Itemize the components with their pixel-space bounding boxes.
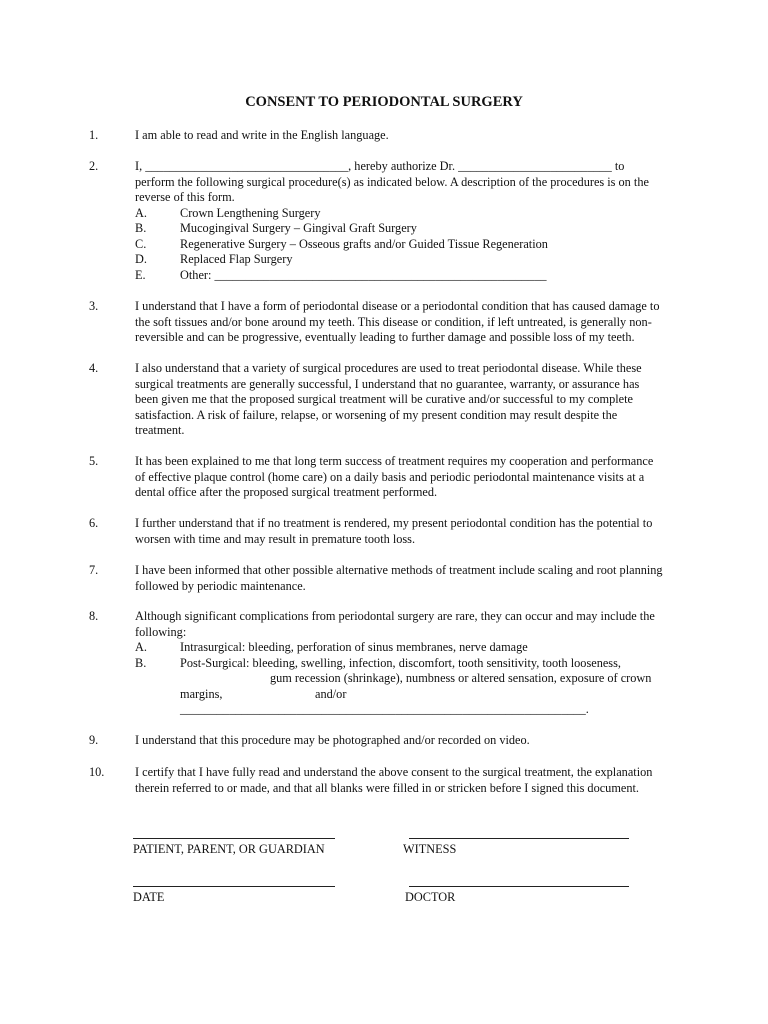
item-number: 3.: [89, 299, 99, 313]
procedure-option: [135, 221, 680, 237]
item-number: 1.: [89, 128, 99, 142]
item-number: 7.: [89, 563, 99, 577]
item-line: dental office after the proposed surgical treatment performed.: [135, 485, 438, 499]
item-line: I further understand that if no treatment is rendered, my present periodontal condition has the potential to: [135, 516, 653, 530]
date-line[interactable]: [133, 886, 335, 887]
option-label: D.: [135, 252, 147, 266]
item-line: satisfaction. A risk of failure, relapse, or worsening of my present condition may result despite the: [135, 407, 618, 422]
date-label: DATE: [133, 890, 165, 904]
option-text: Crown Lengthening Surgery: [180, 205, 321, 220]
item-line: perform the following surgical procedure(s) as indicated below. A description of the procedures is on the: [135, 174, 649, 189]
complication-continuation: [135, 671, 680, 687]
item-line: worsen with time and may result in premature tooth loss.: [135, 531, 416, 546]
item-text: I understand that this procedure may be photographed and/or recorded on video.: [135, 733, 530, 747]
item-line: followed by periodic maintenance.: [135, 578, 306, 593]
continuation-text: __________________________________________________________________.: [180, 702, 589, 716]
item-body: [135, 609, 680, 718]
item-body: [135, 563, 680, 594]
item-line: treatment.: [135, 423, 185, 437]
option-label: E.: [135, 267, 146, 282]
procedure-option: [135, 252, 680, 268]
patient-signature-line[interactable]: [133, 838, 335, 839]
item-number: 6.: [89, 516, 99, 530]
item-body: [135, 159, 680, 283]
item-line: Although significant complications from periodontal surgery are rare, they can occur and may include the: [135, 609, 655, 623]
item-line: been given me that the proposed surgical treatment will be curative and/or successful to my complete: [135, 392, 633, 406]
item-number: 10.: [89, 765, 105, 779]
complication-item: [135, 656, 680, 672]
item-number: 2.: [89, 159, 99, 173]
item-line: I certify that I have fully read and understand the above consent to the surgical treatment, the explanation: [135, 765, 653, 779]
complication-text: Post-Surgical: bleeding, swelling, infection, discomfort, tooth sensitivity, tooth looseness,: [180, 655, 621, 670]
item-number: 9.: [89, 733, 99, 747]
item-line: following:: [135, 624, 187, 639]
item-line: surgical treatments are generally successful, I understand that no guarantee, warranty, or assurance has: [135, 376, 640, 391]
option-text: Replaced Flap Surgery: [180, 252, 293, 266]
item-line: reversible and can be progressive, eventually leading to further damage and possible loss of my teeth.: [135, 330, 635, 344]
witness-signature-line[interactable]: [409, 838, 629, 839]
item-body: [135, 299, 680, 346]
item-line: It has been explained to me that long term success of treatment requires my cooperation and performance: [135, 454, 654, 468]
item-text: I am able to read and write in the English language.: [135, 128, 389, 142]
item-number: 4.: [89, 361, 99, 375]
complication-label: B.: [135, 655, 147, 670]
witness-signature-label: WITNESS: [403, 842, 457, 856]
continuation-text: gum recession (shrinkage), numbness or altered sensation, exposure of crown: [270, 671, 652, 685]
item-line: reverse of this form.: [135, 190, 235, 204]
item-line: I understand that I have a form of periodontal disease or a periodontal condition that has caused damage to: [135, 299, 660, 313]
procedure-option: [135, 268, 680, 284]
item-line: I also understand that a variety of surgical procedures are used to treat periodontal disease. While these: [135, 361, 642, 375]
item-body: [135, 361, 680, 439]
item-number: 5.: [89, 454, 99, 468]
procedure-option: [135, 237, 680, 253]
doctor-signature-label: DOCTOR: [405, 890, 456, 904]
option-text: Mucogingival Surgery – Gingival Graft Surgery: [180, 221, 417, 235]
patient-signature-label: PATIENT, PARENT, OR GUARDIAN: [133, 842, 325, 856]
procedure-option: [135, 206, 680, 222]
item-line: I, _________________________________, hereby authorize Dr. _________________________ to: [135, 159, 625, 173]
item-body: [135, 765, 680, 796]
option-label: B.: [135, 221, 147, 235]
item-line: I have been informed that other possible alternative methods of treatment include scaling and root planning: [135, 563, 663, 577]
item-body: [135, 454, 680, 501]
document-title: CONSENT TO PERIODONTAL SURGERY: [245, 94, 523, 110]
complication-blank-line: [135, 702, 680, 718]
item-number: 8.: [89, 609, 99, 623]
complication-item: [135, 640, 680, 656]
option-text: Other: ______________________________________________________: [180, 267, 547, 282]
continuation-text: margins,: [180, 686, 223, 701]
option-text: Regenerative Surgery – Osseous grafts and/or Guided Tissue Regeneration: [180, 236, 548, 251]
item-line: of effective plaque control (home care) on a daily basis and periodic periodontal maintenance visits at a: [135, 469, 645, 484]
complication-text: Intrasurgical: bleeding, perforation of sinus membranes, nerve damage: [180, 640, 528, 654]
continuation-text: and/or: [315, 686, 347, 701]
item-body: [135, 516, 680, 547]
item-line: therein referred to or made, and that all blanks were filled in or stricken before I signed this document.: [135, 780, 639, 795]
complication-continuation: [135, 687, 680, 703]
complication-label: A.: [135, 640, 147, 654]
item-line: the soft tissues and/or bone around my teeth. This disease or condition, if left untreated, is generally non-: [135, 314, 652, 329]
option-label: A.: [135, 205, 147, 220]
doctor-signature-line[interactable]: [409, 886, 629, 887]
option-label: C.: [135, 236, 147, 251]
